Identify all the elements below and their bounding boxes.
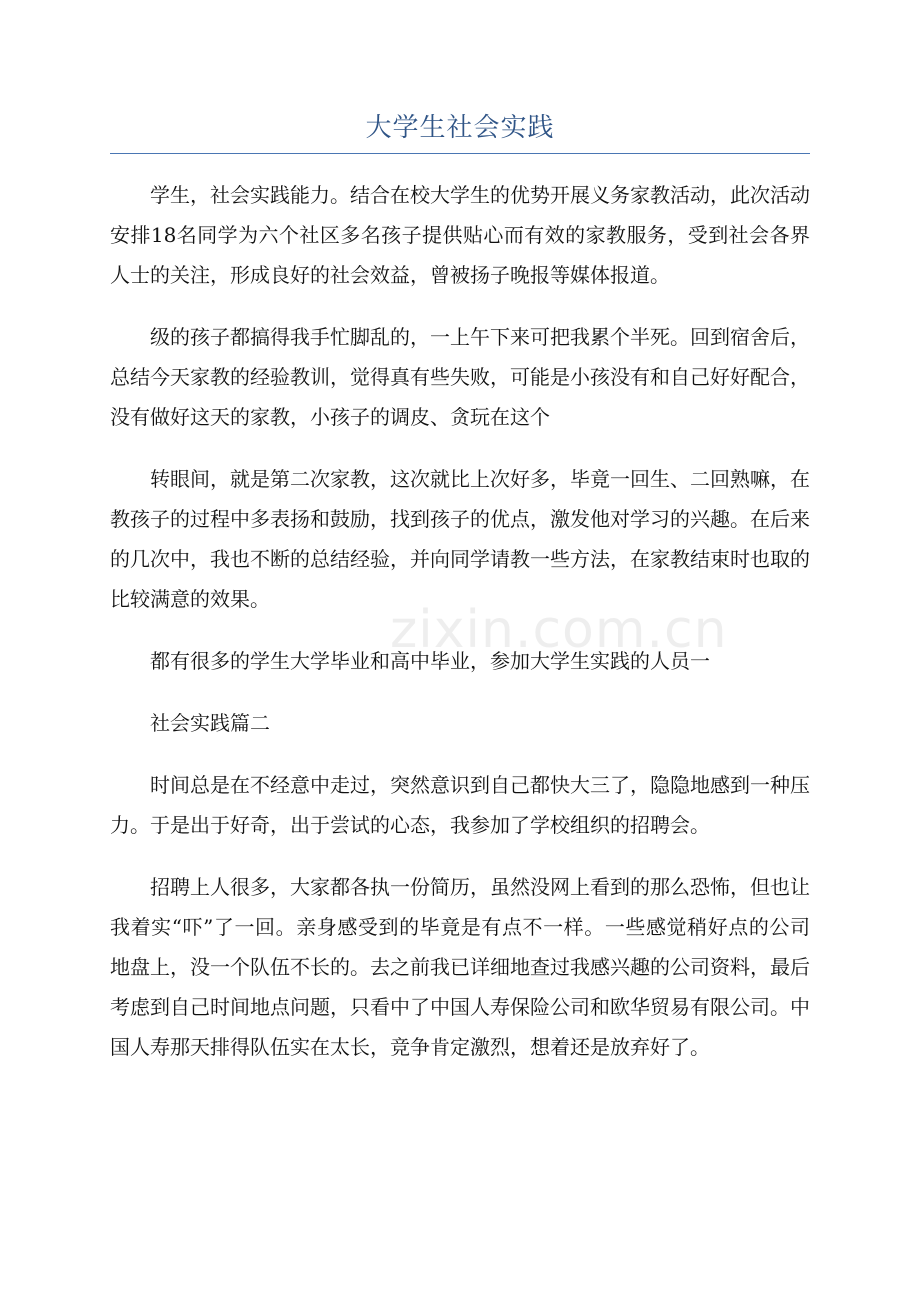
section-heading: 社会实践篇二: [150, 711, 270, 735]
watermark: zixin.com.cn: [390, 600, 728, 660]
paragraph-1: 学生，社会实践能力。结合在校大学生的优势开展义务家教活动，此次活动安排18名同学为六个社区多名孩子提供贴心而有效的家教服务，受到社会各界人士的关注，形成良好的社会效益，曾被扬子晚报等媒体报道。: [110, 183, 810, 287]
paragraph-3: 转眼间，就是第二次家教，这次就比上次好多，毕竟一回生、二回熟嘛，在教孩子的过程中多表扬和鼓励，找到孩子的优点，激发他对学习的兴趣。在后来的几次中，我也不断的总结经验，并向同学请教一些方法，在家教结束时也取的比较满意的效果。: [110, 467, 810, 611]
paragraph-2: 级的孩子都搞得我手忙脚乱的，一上午下来可把我累个半死。回到宿舍后，总结今天家教的经验教训，觉得真有些失败，可能是小孩没有和自己好好配合，没有做好这天的家教，小孩子的调皮、贪玩在这个: [110, 325, 810, 429]
document-body: [110, 175, 810, 1089]
paragraph-6: 招聘上人很多，大家都各执一份简历，虽然没网上看到的那么恐怖，但也让我着实“吓”了一回。亲身感受到的毕竟是有点不一样。一些感觉稍好点的公司地盘上，没一个队伍不长的。去之前我已详细地查过我感兴趣的公司资料，最后考虑到自己时间地点问题，只看中了中国人寿保险公司和欧华贸易有限公司。中国人寿那天排得队伍实在太长，竞争肯定激烈，想着还是放弃好了。: [110, 875, 810, 1059]
document-title: 大学生社会实践: [365, 113, 555, 143]
title-underline: [110, 153, 810, 154]
paragraph-5: 时间总是在不经意中走过，突然意识到自己都快大三了，隐隐地感到一种压力。于是出于好奇，出于尝试的心态，我参加了学校组织的招聘会。: [110, 773, 810, 837]
paragraph-4: 都有很多的学生大学毕业和高中毕业，参加大学生实践的人员一: [150, 649, 710, 673]
